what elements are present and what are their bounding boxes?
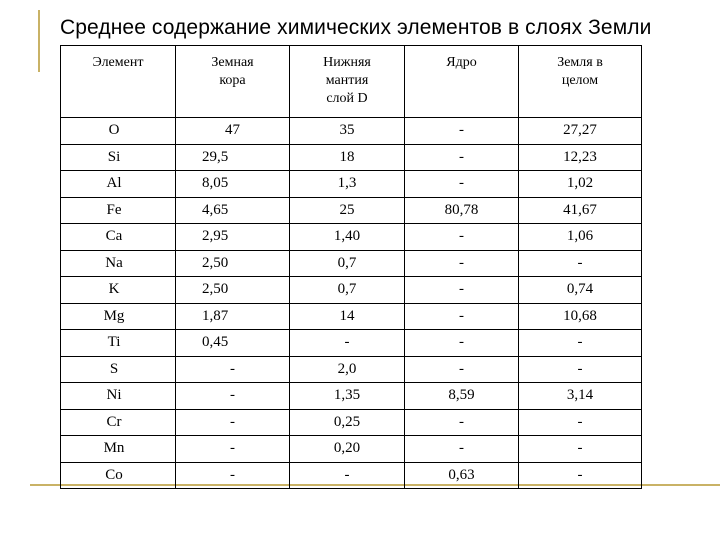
cell-element: K <box>61 277 176 304</box>
cell-crust: 2,50 <box>176 250 290 277</box>
cell-crust: 0,45 <box>176 330 290 357</box>
cell-crust: 2,50 <box>176 277 290 304</box>
elements-table <box>60 45 642 489</box>
cell-element: Mn <box>61 436 176 463</box>
cell-lower-mantle: - <box>290 330 405 357</box>
cell-earth-total: 27,27 <box>519 118 642 145</box>
cell-earth-total: 41,67 <box>519 197 642 224</box>
cell-lower-mantle: 0,7 <box>290 250 405 277</box>
header-core: Ядро <box>405 46 519 118</box>
cell-lower-mantle: 1,3 <box>290 171 405 198</box>
table-row <box>61 303 642 330</box>
cell-earth-total: - <box>519 409 642 436</box>
table-row <box>61 383 642 410</box>
header-lower-mantle: Нижняя мантия слой D <box>290 46 405 118</box>
cell-crust: - <box>176 462 290 489</box>
cell-lower-mantle: 2,0 <box>290 356 405 383</box>
table-row <box>61 356 642 383</box>
cell-core: - <box>405 330 519 357</box>
table-row <box>61 224 642 251</box>
cell-core: - <box>405 224 519 251</box>
cell-core: - <box>405 409 519 436</box>
table-row <box>61 118 642 145</box>
cell-element: Ti <box>61 330 176 357</box>
table-row <box>61 330 642 357</box>
cell-core: 0,63 <box>405 462 519 489</box>
cell-lower-mantle: 0,25 <box>290 409 405 436</box>
cell-crust: - <box>176 436 290 463</box>
cell-crust: - <box>176 409 290 436</box>
table-row <box>61 462 642 489</box>
table-row <box>61 171 642 198</box>
cell-lower-mantle: 18 <box>290 144 405 171</box>
cell-core: - <box>405 118 519 145</box>
table-row <box>61 277 642 304</box>
cell-element: Ni <box>61 383 176 410</box>
cell-lower-mantle: 0,20 <box>290 436 405 463</box>
cell-crust: 8,05 <box>176 171 290 198</box>
cell-core: - <box>405 144 519 171</box>
header-row <box>61 46 642 118</box>
cell-earth-total: 10,68 <box>519 303 642 330</box>
cell-element: Al <box>61 171 176 198</box>
cell-crust: 47 <box>176 118 290 145</box>
decorative-vertical-line <box>38 10 40 72</box>
cell-element: Mg <box>61 303 176 330</box>
cell-element: Cr <box>61 409 176 436</box>
cell-lower-mantle: 25 <box>290 197 405 224</box>
cell-earth-total: 1,02 <box>519 171 642 198</box>
cell-core: - <box>405 303 519 330</box>
cell-crust: - <box>176 383 290 410</box>
cell-core: 8,59 <box>405 383 519 410</box>
cell-core: - <box>405 356 519 383</box>
cell-earth-total: - <box>519 462 642 489</box>
cell-lower-mantle: 14 <box>290 303 405 330</box>
cell-crust: 2,95 <box>176 224 290 251</box>
cell-earth-total: 12,23 <box>519 144 642 171</box>
cell-lower-mantle: 0,7 <box>290 277 405 304</box>
cell-element: Si <box>61 144 176 171</box>
cell-core: - <box>405 171 519 198</box>
cell-element: Na <box>61 250 176 277</box>
cell-core: - <box>405 436 519 463</box>
cell-lower-mantle: 35 <box>290 118 405 145</box>
cell-earth-total: - <box>519 436 642 463</box>
cell-earth-total: 0,74 <box>519 277 642 304</box>
cell-earth-total: - <box>519 250 642 277</box>
cell-element: O <box>61 118 176 145</box>
cell-element: Fe <box>61 197 176 224</box>
cell-element: S <box>61 356 176 383</box>
cell-core: 80,78 <box>405 197 519 224</box>
cell-crust: - <box>176 356 290 383</box>
table-row <box>61 409 642 436</box>
cell-crust: 4,65 <box>176 197 290 224</box>
table-row <box>61 144 642 171</box>
cell-element: Ca <box>61 224 176 251</box>
table-row <box>61 436 642 463</box>
cell-earth-total: - <box>519 330 642 357</box>
header-crust: Земная кора <box>176 46 290 118</box>
cell-earth-total: - <box>519 356 642 383</box>
cell-element: Co <box>61 462 176 489</box>
cell-lower-mantle: - <box>290 462 405 489</box>
header-element: Элемент <box>61 46 176 118</box>
page-title: Среднее содержание химических элементов в слоях Земли <box>60 16 652 39</box>
table-row <box>61 250 642 277</box>
cell-core: - <box>405 277 519 304</box>
cell-lower-mantle: 1,35 <box>290 383 405 410</box>
cell-earth-total: 1,06 <box>519 224 642 251</box>
cell-lower-mantle: 1,40 <box>290 224 405 251</box>
cell-crust: 29,5 <box>176 144 290 171</box>
cell-core: - <box>405 250 519 277</box>
header-earth-total: Земля в целом <box>519 46 642 118</box>
cell-crust: 1,87 <box>176 303 290 330</box>
cell-earth-total: 3,14 <box>519 383 642 410</box>
table-row <box>61 197 642 224</box>
